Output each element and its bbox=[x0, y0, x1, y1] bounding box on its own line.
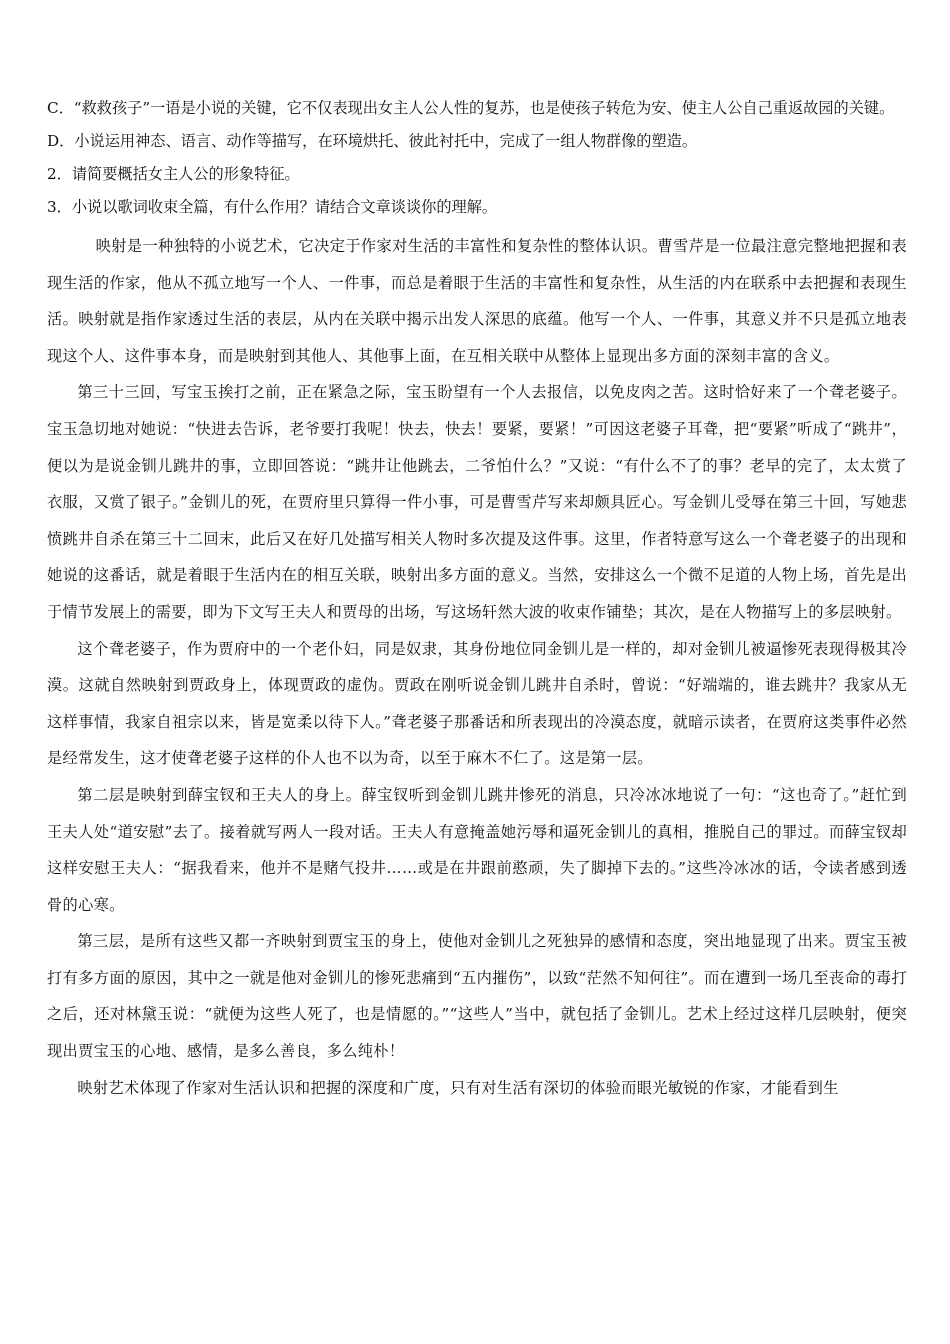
option-d: D．小说运用神态、语言、动作等描写，在环境烘托、彼此衬托中，完成了一组人物群像的塑造。 bbox=[47, 132, 698, 150]
question-3: 3．小说以歌词收束全篇，有什么作用？请结合文章谈谈你的理解。 bbox=[47, 198, 498, 216]
reading-passage bbox=[47, 228, 907, 1106]
passage-paragraph-1: 映射是一种独特的小说艺术，它决定于作家对生活的丰富性和复杂性的整体认识。曹雪芹是一位最注意完整地把握和表现生活的作家，他从不孤立地写一个人、一件事，而总是着眼于生活的丰富性和复杂性，从生活的内在联系中去把握和表现生活。映射就是指作家透过生活的表层，从内在关联中揭示出发人深思的底蕴。他写一个人、一件事，其意义并不只是孤立地表现这个人、这件事本身，而是映射到其他人、其他事上面，在互相关联中从整体上显现出多方面的深刻丰富的含义。 bbox=[47, 237, 907, 365]
document-page bbox=[47, 92, 907, 1106]
question-2: 2．请简要概括女主人公的形象特征。 bbox=[47, 165, 300, 183]
passage-paragraph-2: 第三十三回，写宝玉挨打之前，正在紧急之际，宝玉盼望有一个人去报信，以免皮肉之苦。这时恰好来了一个聋老婆子。宝玉急切地对她说：“快进去告诉，老爷要打我呢！快去，快去！要紧，要紧！”可因这老婆子耳聋，把“要紧”听成了“跳井”，便以为是说金钏儿跳井的事，立即回答说：“跳井让他跳去，二爷怕什么？”又说：“有什么不了的事？老早的完了，太太赏了衣服，又赏了银子。”金钏儿的死，在贾府里只算得一件小事，可是曹雪芹写来却颇具匠心。写金钏儿受辱在第三十回，写她悲愤跳井自杀在第三十二回末，此后又在好几处描写相关人物时多次提及这件事。这里，作者特意写这么一个聋老婆子的出现和她说的这番话，就是着眼于生活内在的相互关联，映射出多方面的意义。当然，安排这么一个微不足道的人物上场，首先是出于情节发展上的需要，即为下文写王夫人和贾母的出场，写这场轩然大波的收束作铺垫；其次，是在人物描写上的多层映射。 bbox=[47, 383, 907, 621]
passage-paragraph-5: 第三层，是所有这些又都一齐映射到贾宝玉的身上，使他对金钏儿之死独异的感情和态度，突出地显现了出来。贾宝玉被打有多方面的原因，其中之一就是他对金钏儿的惨死悲痛到“五内摧伤”，以致“茫然不知何往”。而在遭到一场几至丧命的毒打之后，还对林黛玉说：“就便为这些人死了，也是情愿的。”“这些人”当中，就包括了金钏儿。艺术上经过这样几层映射，便突现出贾宝玉的心地、感情，是多么善良，多么纯朴！ bbox=[47, 932, 907, 1061]
passage-paragraph-4: 第二层是映射到薛宝钗和王夫人的身上。薛宝钗听到金钏儿跳井惨死的消息，只冷冰冰地说了一句：“这也奇了。”赶忙到王夫人处“道安慰”去了。接着就写两人一段对话。王夫人有意掩盖她污辱和逼死金钏儿的真相，推脱自己的罪过。而薛宝钗却这样安慰王夫人：“据我看来，他并不是赌气投井……或是在井跟前憨顽，失了脚掉下去的。”这些冷冰冰的话，令读者感到透骨的心寒。 bbox=[47, 785, 907, 914]
passage-paragraph-6: 映射艺术体现了作家对生活认识和把握的深度和广度，只有对生活有深切的体验而眼光敏锐的作家，才能看到生 bbox=[77, 1078, 839, 1097]
question-block bbox=[47, 92, 907, 224]
passage-paragraph-3: 这个聋老婆子，作为贾府中的一个老仆妇，同是奴隶，其身份地位同金钏儿是一样的，却对金钏儿被逼惨死表现得极其冷漠。这就自然映射到贾政身上，体现贾政的虚伪。贾政在刚听说金钏儿跳井自杀时，曾说：“好端端的，谁去跳井？我家从无这样事情，我家自祖宗以来，皆是宽柔以待下人。”聋老婆子那番话和所表现出的冷漠态度，就暗示读者，在贾府这类事件必然是经常发生，这才使聋老婆子这样的仆人也不以为奇，以至于麻木不仁了。这是第一层。 bbox=[47, 639, 907, 768]
option-c: C．“救救孩子”一语是小说的关键，它不仅表现出女主人公人性的复苏，也是使孩子转危为安、使主人公自己重返故园的关键。 bbox=[47, 99, 895, 117]
